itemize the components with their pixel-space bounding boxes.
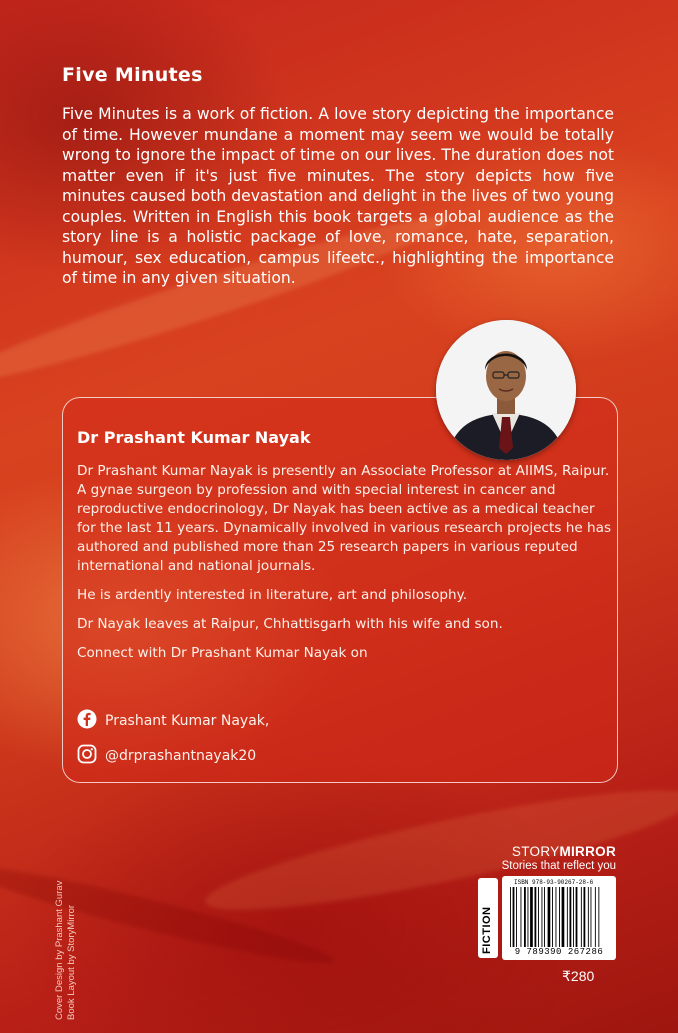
facebook-handle: Prashant Kumar Nayak, [105,713,270,729]
isbn-text: ISBN 978-93-90267-28-6 [514,879,594,886]
book-blurb: Five Minutes is a work of fiction. A love story depicting the importance of time. However mundane a moment may seem we would be totally wrong to ignore the impact of time on our lives. The duration does not matter even if it's just five minutes. The story depicts how five minutes caused both devastation and delight in the lives of two young couples. Written in English this book targets a global audience as the story line is a holistic package of love, romance, hate, separation, humour, sex education, campus lifeetc., highlighting the importance of time in any given situation. [62,105,614,287]
instagram-handle: @drprashantnayak20 [105,748,257,764]
author-bio [77,462,617,673]
design-credits [54,881,77,1020]
genre-text: FICTION [481,906,493,954]
facebook-link[interactable] [77,709,269,733]
book-layout-credit: Book Layout by StoryMirror [65,904,77,1020]
bio-paragraph: Dr Nayak leaves at Raipur, Chhattisgarh with his wife and son. [77,616,503,632]
publisher-name: STORYMIRROR [511,844,616,859]
book-title: Five Minutes [62,64,203,86]
bio-paragraph: Dr Prashant Kumar Nayak is presently an Associate Professor at AIIMS, Raipur. A gynae surgeon by profession and with special interest in cancer and reproductive endocrinology, Dr Nayak has been active as a medical teacher for the last 11 years. Dynamically involved in various research projects he has authored and published more than 25 research papers in various reputed international and national journals. [77,463,612,574]
connect-text: Connect with Dr Prashant Kumar Nayak on [77,645,368,661]
author-photo [436,320,576,460]
barcode-number: 9 789390 267286 [514,947,604,957]
isbn-barcode [502,876,616,960]
cover-design-credit: Cover Design by Prashant Gurav [54,880,65,1020]
barcode-bars [508,887,610,947]
publisher-logo [500,844,616,872]
genre-label [478,878,498,958]
publisher-tagline: Stories that reflect you [501,860,616,872]
author-name: Dr Prashant Kumar Nayak [77,428,311,447]
instagram-icon [77,744,97,768]
instagram-link[interactable] [77,744,256,768]
book-price: ₹280 [562,968,595,984]
bio-paragraph: He is ardently interested in literature, art and philosophy. [77,587,468,603]
facebook-icon [77,709,97,733]
